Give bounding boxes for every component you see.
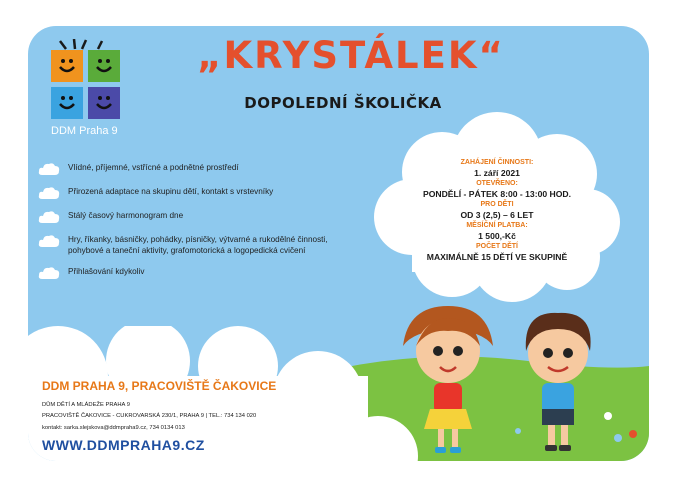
page-subtitle: DOPOLEDNÍ ŠKOLIČKA [244, 94, 442, 112]
kids-value: OD 3 (2,5) – 6 LET [460, 210, 534, 220]
list-item: Stálý časový harmonogram dne [38, 210, 338, 224]
list-item: Přihlašování kdykoliv [38, 266, 338, 280]
footer-line: PRACOVIŠTĚ ČAKOVICE - CUKROVARSKÁ 230/1, PRAHA 9 | TEL.: 734 134 020 [42, 413, 257, 419]
smile-icon [88, 50, 120, 82]
start-value: 1. září 2021 [474, 168, 520, 178]
feature-list [38, 162, 338, 290]
cloud-bullet-icon [38, 234, 60, 248]
info-panel [392, 158, 602, 263]
cloud-bullet-icon [38, 162, 60, 176]
smile-icon [51, 50, 83, 82]
count-label: POČET DĚTÍ [475, 243, 518, 250]
poster [28, 26, 649, 461]
list-item: Přirozená adaptace na skupinu dětí, kontakt s vrstevníky [38, 186, 338, 200]
smile-icon [88, 87, 120, 119]
smile-icon [51, 87, 83, 119]
start-label: ZAHÁJENÍ ČINNOSTI: [460, 159, 534, 166]
kids-illustration-icon [398, 301, 618, 461]
website-link[interactable]: WWW.DDMPRAHA9.CZ [42, 437, 205, 453]
open-label: OTEVŘENO: [476, 180, 518, 187]
list-item: Vlídné, příjemné, vstřícné a podnětné prostředí [38, 162, 338, 176]
count-value: MAXIMÁLNĚ 15 DĚTÍ VE SKUPINĚ [426, 252, 568, 262]
organization-name: DDM PRAHA 9, PRACOVIŠTĚ ČAKOVICE [42, 379, 277, 393]
kids-label: PRO DĚTI [480, 201, 514, 208]
footer-contact: kontakt: sarka.slejskova@ddmpraha9.cz, 734 0134 013 [42, 425, 185, 431]
cloud-bullet-icon [38, 210, 60, 224]
ddm-logo [51, 50, 123, 137]
fee-value: 1 500,-Kč [478, 231, 516, 241]
fee-label: MĚSÍČNÍ PLATBA: [466, 222, 528, 229]
cloud-bullet-icon [38, 186, 60, 200]
list-item: Hry, říkanky, básničky, pohádky, písničky, výtvarné a rukodělné činnosti, pohybové a taneční aktivity, grafomotorická a logopedická cvičení [38, 234, 338, 256]
footer-line: DŮM DĚTÍ A MLÁDEŽE PRAHA 9 [42, 402, 130, 408]
open-value: PONDĚLÍ - PÁTEK 8:00 - 13:00 HOD. [422, 189, 572, 199]
page-title: „KRYSTÁLEK“ [197, 34, 505, 77]
logo-text: DDM Praha 9 [51, 125, 118, 137]
cloud-bullet-icon [38, 266, 60, 280]
